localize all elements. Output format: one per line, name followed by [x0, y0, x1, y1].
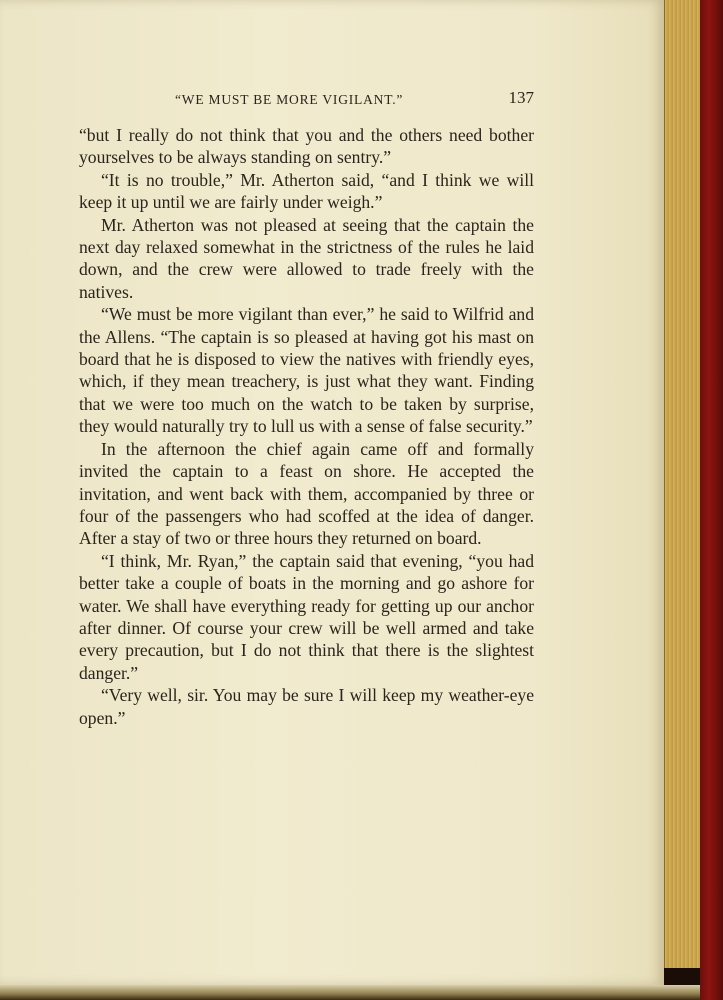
- paragraph: “It is no trouble,” Mr. Atherton said, “and I think we will keep it up until we are fairly under weigh.”: [79, 169, 534, 213]
- paragraph: Mr. Atherton was not pleased at seeing that the captain the next day relaxed somewhat in the strictness of the rules he laid down, and the crew were allowed to trade freely with the natives.: [79, 214, 534, 302]
- body-text: [79, 124, 534, 729]
- paragraph: In the afternoon the chief again came off and formally invited the captain to a feast on shore. He accepted the invitation, and went back with them, accompanied by three or four of the passengers who had scoffed at the idea of danger. After a stay of two or three hours they returned on board.: [79, 438, 534, 549]
- paragraph-continuation: “but I really do not think that you and the others need bother yourselves to be always standing on sentry.”: [79, 125, 534, 168]
- page-number: 137: [508, 88, 534, 107]
- paragraph: “I think, Mr. Ryan,” the captain said that evening, “you had better take a couple of boats in the morning and go ashore for water. We shall have everything ready for getting up our anchor after dinner. Of course your crew will be well armed and take every precaution, but I do not think that there is the slightest danger.”: [79, 550, 534, 683]
- chapter-running-title: “WE MUST BE MORE VIGILANT.”: [175, 92, 404, 107]
- paragraph: “Very well, sir. You may be sure I will keep my weather-eye open.”: [79, 685, 534, 728]
- paragraph: “We must be more vigilant than ever,” he said to Wilfrid and the Allens. “The captain is so pleased at having got his mast on board that he is disposed to view the natives with friendly eyes, which, if they mean treachery, is just what they want. Finding that we were too much on the watch to be taken by surprise, they would naturally try to lull us with a sense of false security.”: [79, 304, 534, 437]
- running-head: [79, 86, 534, 112]
- page-bottom-edge: [0, 985, 700, 1000]
- book-cover-edge: [700, 0, 723, 1000]
- gilt-page-edges: [664, 0, 701, 968]
